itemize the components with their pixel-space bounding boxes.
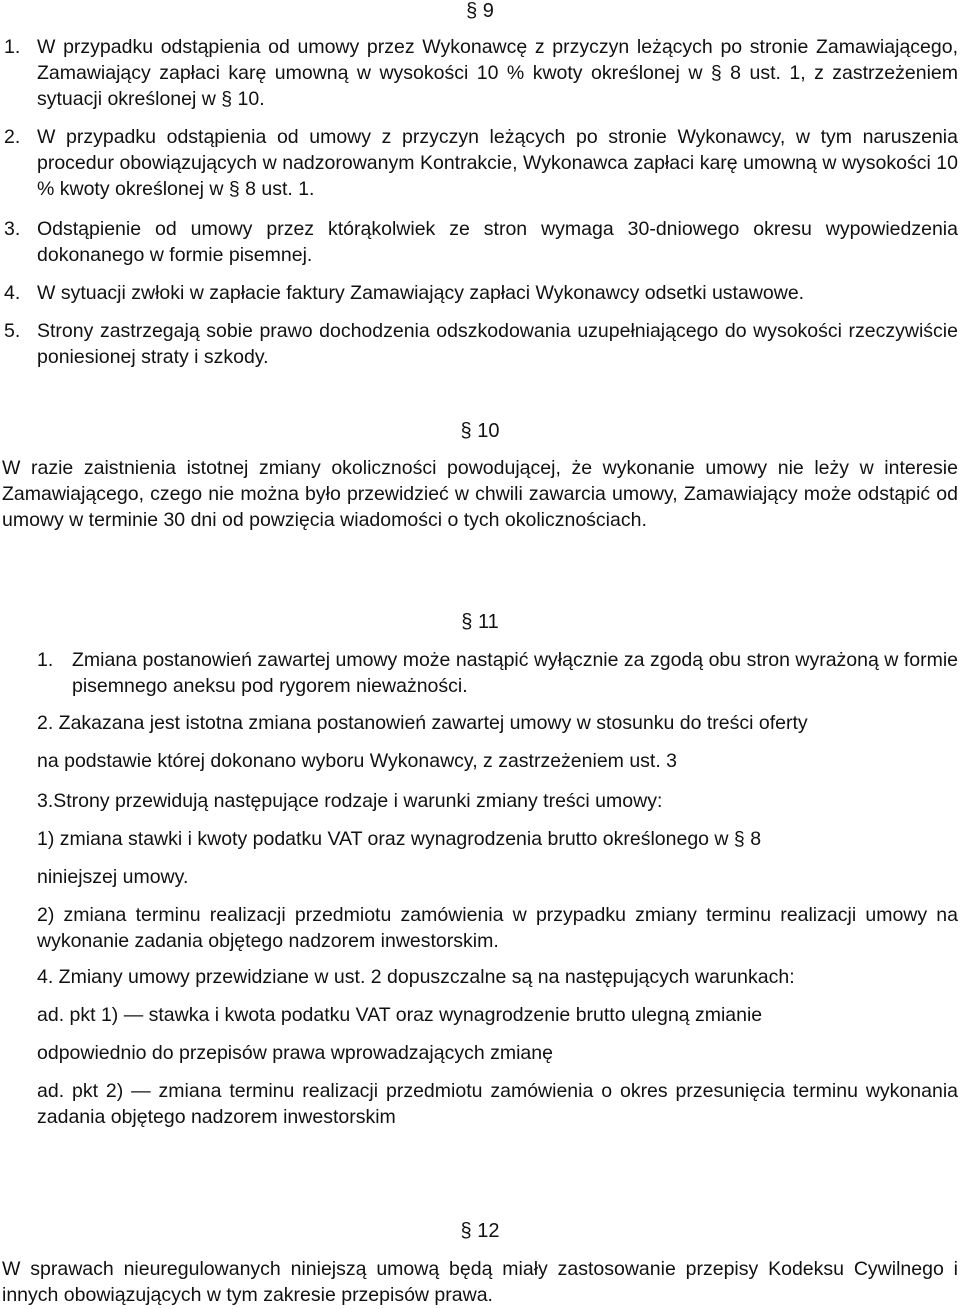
s9-item-5 xyxy=(4,318,958,370)
section-11-heading: § 11 xyxy=(461,611,499,633)
s11-sub-2: 2) zmiana terminu realizacji przedmiotu zamówienia w przypadku zmiany terminu realizacji umowy na wykonanie zadania objętego nadzorem inwestorskim. xyxy=(37,904,958,952)
s9-item-4-text: W sytuacji zwłoki w zapłacie faktury Zamawiający zapłaci Wykonawcy odsetki ustawowe. xyxy=(37,282,805,304)
section-10-heading: § 10 xyxy=(460,420,500,442)
s11-item-3: 3.Strony przewidują następujące rodzaje i warunki zmiany treści umowy: xyxy=(37,790,663,812)
s9-item-2-text: W przypadku odstąpienia od umowy z przyczyn leżących po stronie Wykonawcy, w tym naruszenia procedur obowiązujących w nadzorowanym Kontrakcie, Wykonawca zapłaci karę umowną w wysokości 10 % kwoty określonej w § 8 ust. 1. xyxy=(37,126,958,200)
s11-item-1-text: Zmiana postanowień zawartej umowy może nastąpić wyłącznie za zgodą obu stron wyrażoną w formie pisemnego aneksu pod rygorem nieważności. xyxy=(72,649,958,697)
s9-item-2-number: 2. xyxy=(4,126,21,148)
s9-item-3-number: 3. xyxy=(4,218,21,240)
s11-item-1 xyxy=(37,647,958,699)
s10-paragraph: W razie zaistnienia istotnej zmiany okoliczności powodującej, że wykonanie umowy nie leży w interesie Zamawiającego, czego nie można było przewidzieć w chwili zawarcia umowy, Zamawiający może odstąpić od umowy w terminie 30 dni od powzięcia wiadomości o tych okolicznościach. xyxy=(2,457,958,531)
s11-item-2-line-2: na podstawie której dokonano wyboru Wykonawcy, z zastrzeżeniem ust. 3 xyxy=(37,750,678,772)
s12-paragraph: W sprawach nieuregulowanych niniejszą umową będą miały zastosowanie przepisy Kodeksu Cywilnego i innych obowiązujących w tym zakresie przepisów prawa. xyxy=(2,1258,958,1306)
s11-item-1-number: 1. xyxy=(37,649,54,671)
section-12-heading: § 12 xyxy=(460,1220,500,1242)
s11-item-2-line-1: 2. Zakazana jest istotna zmiana postanowień zawartej umowy w stosunku do treści oferty xyxy=(37,712,808,734)
s11-sub-1-line-1: 1) zmiana stawki i kwoty podatku VAT oraz wynagrodzenia brutto określonego w § 8 xyxy=(37,828,762,850)
s9-item-5-number: 5. xyxy=(4,320,21,342)
s9-item-1-number: 1. xyxy=(4,36,21,58)
s9-item-3 xyxy=(4,216,958,268)
s11-ad-1-line-1: ad. pkt 1) — stawka i kwota podatku VAT oraz wynagrodzenie brutto ulegną zmianie xyxy=(37,1004,763,1026)
s9-item-4-number: 4. xyxy=(4,282,21,304)
section-9-heading: § 9 xyxy=(466,0,494,22)
s9-item-1 xyxy=(4,34,958,112)
s9-item-5-text: Strony zastrzegają sobie prawo dochodzenia odszkodowania uzupełniającego do wysokości rzeczywiście poniesionej straty i szkody. xyxy=(37,320,958,368)
s11-ad-1-line-2: odpowiednio do przepisów prawa wprowadzających zmianę xyxy=(37,1042,553,1064)
s11-ad-2: ad. pkt 2) — zmiana terminu realizacji przedmiotu zamówienia o okres przesunięcia terminu wykonania zadania objętego nadzorem inwestorskim xyxy=(37,1080,958,1128)
s9-item-1-text: W przypadku odstąpienia od umowy przez Wykonawcę z przyczyn leżących po stronie Zamawiającego, Zamawiający zapłaci karę umowną w wysokości 10 % kwoty określonej w § 8 ust. 1, z zastrzeżeniem sytuacji określonej w § 10. xyxy=(37,36,958,110)
s11-item-4: 4. Zmiany umowy przewidziane w ust. 2 dopuszczalne są na następujących warunkach: xyxy=(37,966,795,988)
s9-item-3-text: Odstąpienie od umowy przez którąkolwiek ze stron wymaga 30-dniowego okresu wypowiedzenia dokonanego w formie pisemnej. xyxy=(37,218,958,266)
s9-item-4 xyxy=(4,280,958,306)
s9-item-2 xyxy=(4,124,958,202)
s11-sub-1-line-2: niniejszej umowy. xyxy=(37,866,189,888)
